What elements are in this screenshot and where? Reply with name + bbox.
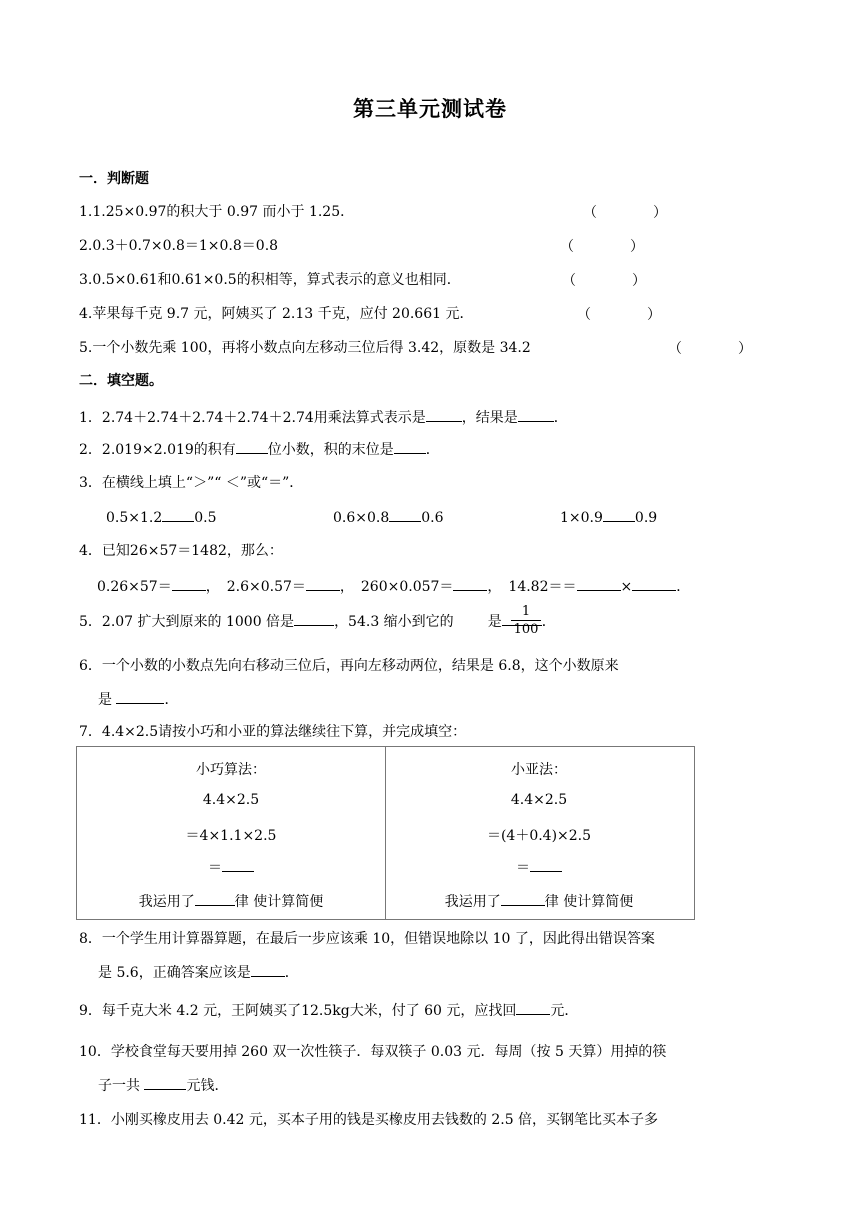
judge-item-5: 5.一个小数先乘 100，再将小数点向左移动三位后得 3.42，原数是 34.2 xyxy=(79,340,531,356)
answer-blank[interactable] xyxy=(222,857,254,872)
fill-item-4: 4．已知26×57＝1482，那么： xyxy=(79,543,283,559)
answer-blank[interactable] xyxy=(294,611,334,626)
fill-item-6-cont: 是 ． xyxy=(98,689,178,710)
answer-blank[interactable] xyxy=(516,1000,550,1015)
answer-blank[interactable] xyxy=(172,576,206,591)
answer-paren-2[interactable]: （ ） xyxy=(560,239,644,255)
method-table xyxy=(76,746,695,920)
answer-blank[interactable] xyxy=(453,576,487,591)
answer-paren-3[interactable]: （ ） xyxy=(562,273,646,289)
answer-blank[interactable] xyxy=(389,507,421,522)
answer-blank[interactable] xyxy=(577,576,621,591)
fill-item-8-cont: 是 5.6，正确答案应该是 ． xyxy=(98,962,299,983)
answer-blank[interactable] xyxy=(116,689,164,704)
fill-item-1: 1．2.74＋2.74＋2.74＋2.74＋2.74用乘法算式表示是 ，结果是 ． xyxy=(79,407,568,428)
fill-item-9: 9．每千克大米 4.2 元，王阿姨买了12.5kg大米，付了 60 元，应找回 元． xyxy=(79,1000,578,1021)
answer-blank[interactable] xyxy=(306,576,340,591)
answer-blank[interactable] xyxy=(144,1075,186,1090)
answer-blank[interactable] xyxy=(394,439,426,454)
answer-blank[interactable] xyxy=(632,576,676,591)
fill-item-2: 2．2.019×2.019的积有 位小数，积的末位是 ． xyxy=(79,439,440,460)
fill-item-5: 5．2.07 扩大到原来的 1000 倍是 ，54.3 缩小到它的 是 ． xyxy=(79,611,556,632)
answer-blank[interactable] xyxy=(162,507,194,522)
answer-blank[interactable] xyxy=(603,507,635,522)
answer-blank[interactable] xyxy=(530,857,562,872)
judge-item-3: 3.0.5×0.61和0.61×0.5的积相等，算式表示的意义也相同． xyxy=(79,272,461,288)
compare-item-1: 0.5×1.2 0.5 xyxy=(106,507,217,528)
section1-heading: 一．判断题 xyxy=(79,171,149,187)
answer-blank[interactable] xyxy=(236,439,268,454)
judge-item-1: 1.1.25×0.97的积大于 0.97 而小于 1.25． xyxy=(79,204,355,220)
fill-item-6: 6．一个小数的小数点先向右移动三位后，再向左移动两位，结果是 6.8，这个小数原来 xyxy=(79,658,619,674)
method-right: 小亚法： 4.4×2.5 ＝(4＋0.4)×2.5 ＝ 我运用了 律 使计算简便 xyxy=(444,762,634,910)
fraction: $\frac{1}{100}$ xyxy=(511,603,541,638)
fill-item-11: 11．小刚买橡皮用去 0.42 元，买本子用的钱是买橡皮用去钱数的 2.5 倍，买钢笔比买本子多 xyxy=(79,1112,659,1128)
answer-blank[interactable] xyxy=(251,962,285,977)
method-left: 小巧算法： 4.4×2.5 ＝4×1.1×2.5 ＝ 我运用了 律 使计算简便 xyxy=(77,747,386,919)
fill-item-10: 10．学校食堂每天要用掉 260 双一次性筷子．每双筷子 0.03 元．每周（按 5 天算）用掉的筷 xyxy=(79,1044,667,1060)
fill-item-10-cont: 子一共 元钱． xyxy=(98,1075,228,1096)
compare-item-3: 1×0.9 0.9 xyxy=(560,507,657,528)
answer-blank[interactable] xyxy=(195,891,235,906)
fill-item-7: 7．4.4×2.5请按小巧和小亚的算法继续往下算，并完成填空： xyxy=(79,724,467,740)
answer-paren-5[interactable]: （ ） xyxy=(668,341,752,357)
fill-item-3: 3．在横线上填上“＞”“ ＜”或“＝”． xyxy=(79,475,304,491)
page-title: 第三单元测试卷 xyxy=(353,97,507,121)
fill-item-8: 8．一个学生用计算器算题，在最后一步应该乘 10，但错误地除以 10 了，因此得出错误答案 xyxy=(79,931,655,947)
answer-paren-4[interactable]: （ ） xyxy=(577,307,661,323)
judge-item-2: 2.0.3＋0.7×0.8＝1×0.8＝0.8 xyxy=(79,238,279,254)
fill-item-4-answers: 0.26×57＝ ， 2.6×0.57＝ ， 260×0.057＝ ， 14.82＝＝ × ． xyxy=(97,576,690,597)
answer-blank[interactable] xyxy=(501,891,545,906)
judge-item-4: 4.苹果每千克 9.7 元，阿姨买了 2.13 千克，应付 20.661 元． xyxy=(79,306,474,322)
answer-blank[interactable] xyxy=(518,407,554,422)
answer-blank[interactable] xyxy=(426,407,462,422)
compare-item-2: 0.6×0.8 0.6 xyxy=(333,507,444,528)
section2-heading: 二．填空题。 xyxy=(79,373,163,389)
answer-paren-1[interactable]: （ ） xyxy=(583,205,667,221)
